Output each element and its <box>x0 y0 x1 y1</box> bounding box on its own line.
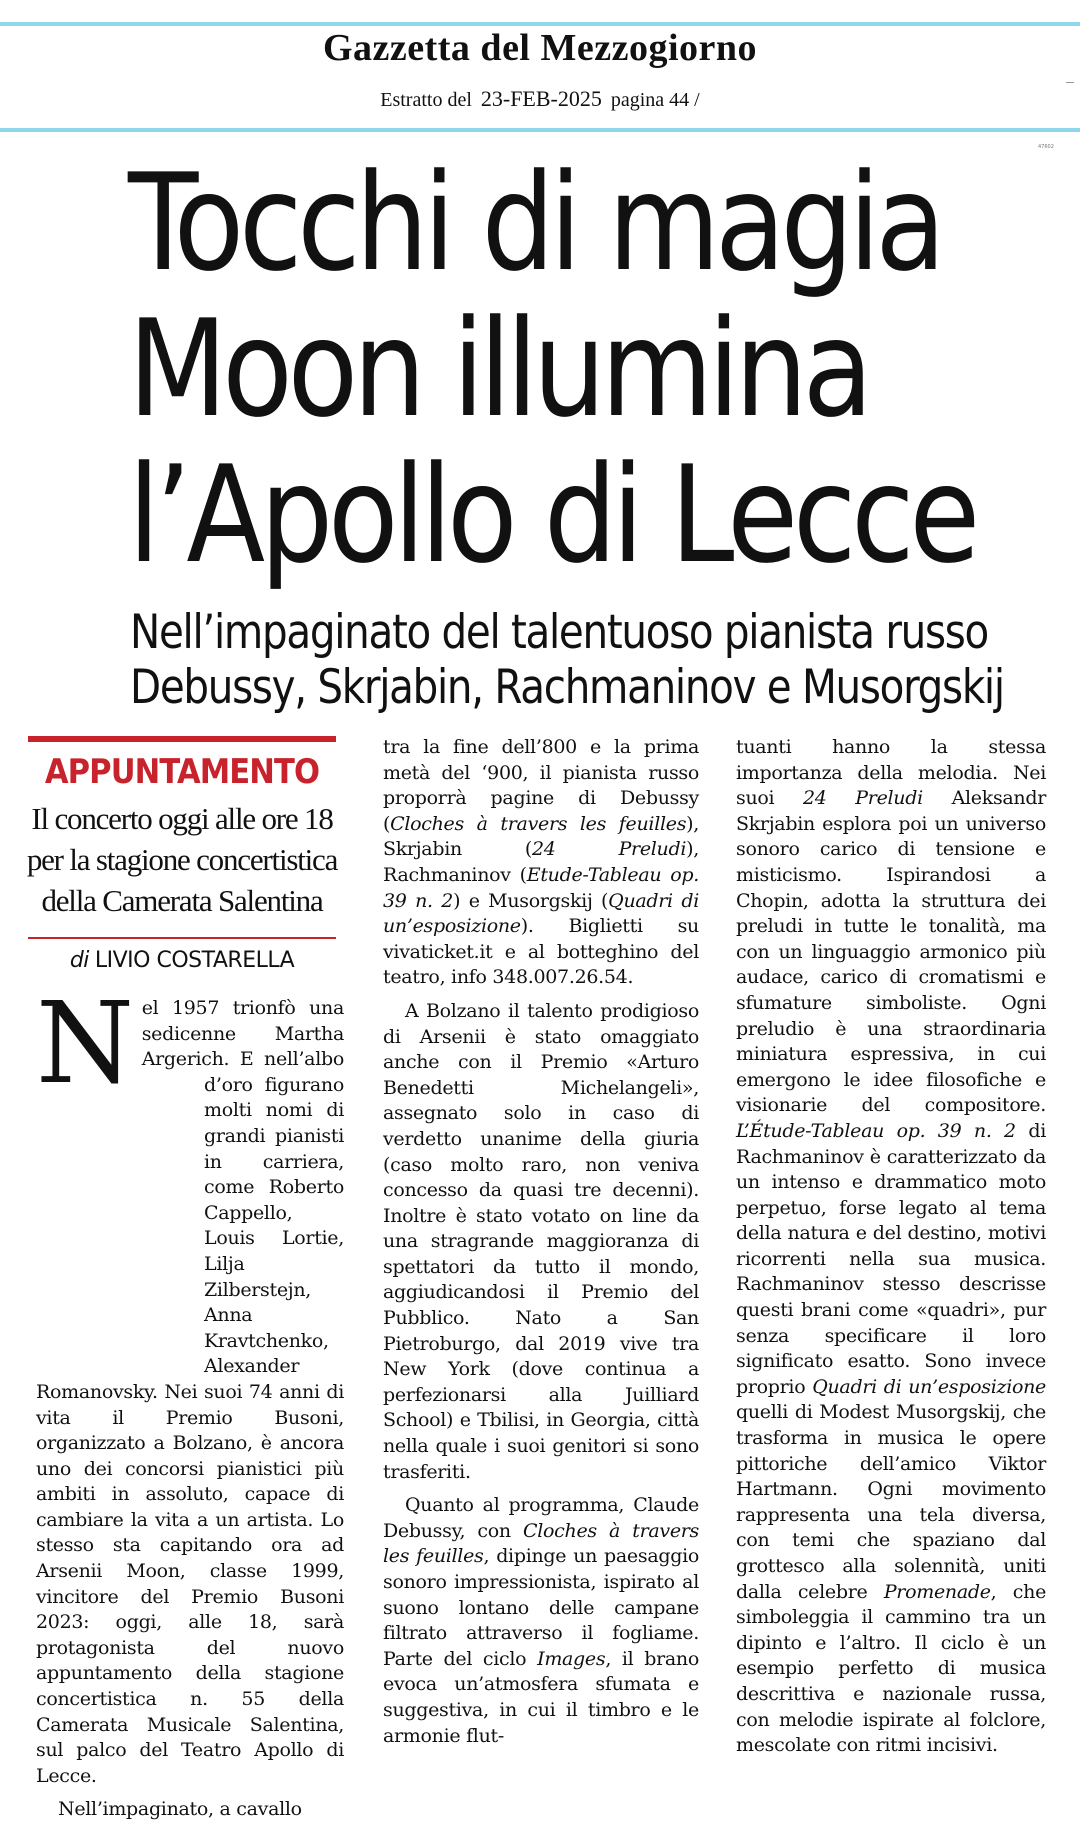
page-number: pagina 44 / <box>610 89 700 111</box>
byline <box>28 948 336 973</box>
byline-prefix: di <box>69 948 89 973</box>
text-run: ) e Musorgskij ( <box>453 889 609 912</box>
text-run: tra la fine dell’800 e la prima metà del ‘900, il pianista russo proporrà pagine di Debussy ( <box>383 736 699 835</box>
sidebar-bottom-rule <box>28 937 336 939</box>
text-run: ). Biglietti su vivaticket.it e al botteghino del teatro, info 348.007.26.54. <box>383 915 699 989</box>
headline <box>128 145 976 593</box>
text-run: ), Skrjabin ( <box>383 812 699 861</box>
masthead <box>0 0 1080 132</box>
article-paragraph <box>736 735 1046 1759</box>
publication-title: Gazzetta del Mezzogiorno <box>322 27 758 69</box>
article-paragraph: A Bolzano il talento prodigioso di Arsenii è stato omaggiato anche con il Premio «Arturo Benedetti Michelangeli», assegnato solo in caso di verdetto unanime della giuria (caso molto raro, non veniva concesso da quasi tre decenni). Inoltre è stato votato on line da una stragrande maggioranza di spettatori da tutto il mondo, aggiudicandosi il Premio del Pubblico. Nato a San Pietroburgo, dal 2019 vive tra New York (dove continua a perfezionarsi alla Juilliard School) e Tbilisi, in Georgia, città nella quale i suoi genitori si sono trasferiti. <box>383 999 699 1483</box>
headline-line-3: l’Apollo di Lecce <box>128 437 976 593</box>
article-column-1 <box>36 979 344 1823</box>
sidebar-top-rule <box>28 736 336 742</box>
article-paragraph <box>383 735 699 991</box>
paragraph-text: el 1957 trionfò una sedicenne Martha Argerich. E nell’albo d’oro figurano molti nomi di grandi pianisti in carriera, come Roberto Cappello, Louis Lortie, Lilja Zilberstejn, Anna Kravtchenko, Alexander Romanovsky. Nei suoi 74 anni di vita il Premio Busoni, organizzato a Bolzano, è ancora uno dei concorsi pianistici più ambiti in assoluto, capace di cambiare la vita a un artista. Lo stesso sta capitando ora ad Arsenii Moon, classe 1999, vincitore del Premio Busoni 2023: oggi, alle 18, sarà protagonista del nuovo appuntamento della stagione concertistica n. 55 della Camerata Musicale Salentina, sul palco del Teatro Apollo di Lecce. <box>36 997 344 1787</box>
extract-label: Estratto del <box>380 89 472 111</box>
masthead-bottom-rule <box>0 128 1080 132</box>
work-title: Promenade <box>883 1580 991 1603</box>
text-run: Quanto al programma, Claude Debussy, con <box>383 1494 699 1542</box>
work-title: 24 Preludi <box>803 787 923 810</box>
subheadline <box>130 605 1004 715</box>
text-run: Aleksandr Skrjabin esplora poi un universo sonoro carico di tensione e misticismo. Ispirandosi a Chopin, adotta la struttura dei preludi in tutte le tonalità, ma con un linguaggio armonico più audace, carico di cromatismi e sfumature simboliste. Ogni preludio è una straordinaria miniatura espressiva, in cui emergono le idee filosofiche e visionarie del compositore. <box>736 787 1046 1117</box>
sidebar-text <box>18 798 346 921</box>
text-run: quelli di Modest Musorgskij, che trasforma in musica le opere pittoriche dell’amico Viktor Hartmann. Ogni movimento rappresenta una tela diversa, con temi che spaziano dal grottesco alla solennità, uniti dalla celebre <box>736 1401 1046 1603</box>
extract-date: 23-FEB-2025 <box>480 86 602 111</box>
work-title: 24 Preludi <box>532 838 687 861</box>
headline-line-1: Tocchi di magia <box>128 145 941 301</box>
work-title: Quadri di un’esposizione <box>812 1375 1046 1398</box>
sidebar-line-1: Il concerto oggi alle ore 18 <box>31 801 333 836</box>
extract-info <box>0 86 1080 112</box>
text-run: di Rachmaninov è caratterizzato da un intenso e drammatico moto perpetuo, forse legato al tema della natura e del destino, motivi ricorrenti nella sua musica. Rachmaninov stesso descrisse questi brani come «quadri», pur senza specificare il loro significato esatto. Sono invece proprio <box>736 1119 1046 1398</box>
headline-line-2: Moon illumina <box>128 291 869 447</box>
article-paragraph <box>383 1493 699 1749</box>
sidebar-line-2: per la stagione concertistica <box>26 842 338 877</box>
text-wrap-spacer <box>36 1094 204 1372</box>
text-run: , che simboleggia il cammino tra un dipinto e l’altro. Il ciclo è un esempio perfetto di musica descrittiva e nazionale russa, con melodie ispirate al folclore, mescolate con ritmi incisivi. <box>736 1580 1047 1757</box>
article-paragraph: Nell’impaginato, a cavallo <box>58 1798 302 1821</box>
article-paragraph <box>36 979 344 1789</box>
work-title: Cloches à travers les feuilles <box>383 1519 699 1568</box>
work-title: Quadri di un’esposizione <box>383 889 699 938</box>
subheadline-line-2: Debussy, Skrjabin, Rachmaninov e Musorgskij <box>130 660 1004 715</box>
corner-mark <box>1066 82 1074 83</box>
byline-author: LIVIO COSTARELLA <box>94 948 295 973</box>
article-column-2 <box>383 735 699 1749</box>
work-title: Cloches à travers les feuilles <box>390 812 687 835</box>
text-run: , dipinge un paesaggio sonoro impressionista, ispirato al suono lontano delle campane filtrato attraverso il fogliame. Parte del ciclo <box>383 1545 699 1670</box>
sidebar-line-3: della Camerata Salentina <box>41 883 323 918</box>
article-code: 47602 <box>1038 144 1054 150</box>
text-run: ), Rachmaninov ( <box>383 838 699 886</box>
text-run: , il brano evoca un’atmosfera sfumata e suggestiva, in cui il timbro e le armonie flut- <box>383 1647 699 1747</box>
text-run: tuanti hanno la stessa importanza della melodia. Nei suoi <box>736 736 1046 810</box>
drop-cap: N <box>36 979 134 1109</box>
work-title: Images <box>537 1647 606 1670</box>
article-column-3 <box>736 735 1046 1759</box>
subheadline-line-1: Nell’impaginato del talentuoso pianista russo <box>130 605 988 660</box>
work-title: Etude-Tableau op. 39 n. 2 <box>383 863 699 912</box>
work-title: L’Étude-Tableau op. 39 n. 2 <box>736 1119 1016 1142</box>
sidebar-label: APPUNTAMENTO <box>44 752 320 792</box>
